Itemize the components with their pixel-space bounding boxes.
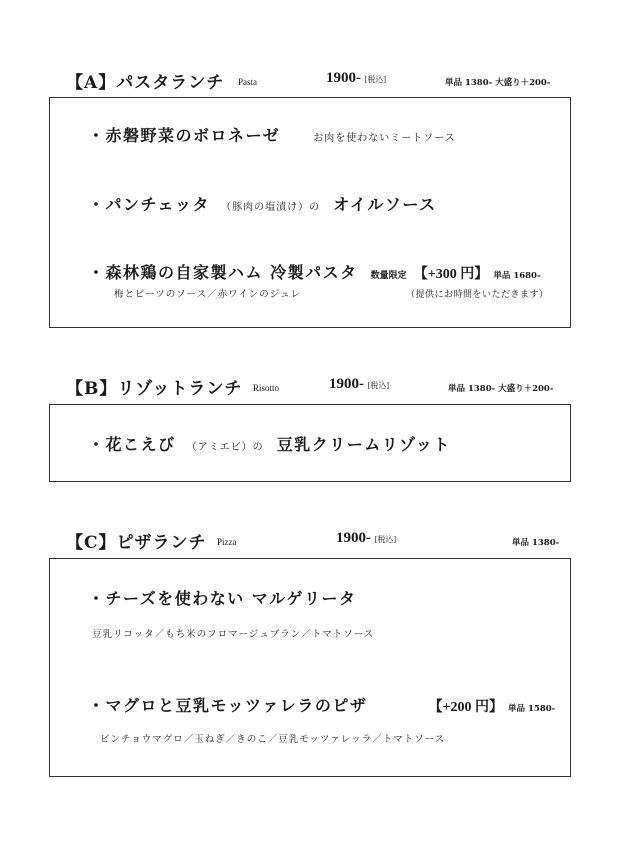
section-b-tax: [税込] [367, 381, 390, 390]
menu-item-surcharge: 【+200 円】 [428, 700, 503, 715]
section-c-single: 単品 1380- [512, 538, 560, 548]
menu-item-cold-pasta [88, 260, 541, 283]
menu-item-single: 単品 1680- [493, 271, 541, 281]
section-c-price [336, 530, 396, 547]
section-b-price-value: 1900- [329, 376, 364, 392]
menu-item-paren: （アミエビ）の [186, 442, 264, 453]
menu-item-notice: （提供にお時間をいただきます） [406, 290, 549, 300]
section-a-single: 単品 1380- 大盛り＋200- [445, 78, 551, 88]
menu-item-name: ・チーズを使わない マルゲリータ [88, 589, 357, 608]
section-b-title: 【B】リゾットランチ [66, 379, 243, 399]
menu-item-name: ・マグロと豆乳モッツァレラのピザ [88, 696, 368, 715]
menu-item-name: ・赤磐野菜のボロネーゼ [88, 126, 281, 145]
menu-item-name: ・森林鶏の自家製ハム 冷製パスタ [88, 263, 358, 282]
menu-item-name: ・花こえび [88, 435, 176, 454]
menu-item-name2: オイルソース [333, 195, 437, 214]
section-a-title: 【A】パスタランチ [66, 73, 225, 93]
section-a-price [326, 70, 386, 87]
menu-item-paren: （豚肉の塩漬け）の [221, 202, 321, 213]
menu-item-pancetta [88, 192, 437, 215]
menu-item-bolognese [88, 123, 456, 146]
menu-item-surcharge: 【+300 円】 [413, 267, 489, 282]
menu-item-note: お肉を使わないミートソース [313, 133, 456, 144]
section-a-price-value: 1900- [326, 70, 361, 86]
section-b-en: Risotto [253, 383, 280, 393]
menu-item-single: 単品 1580- [508, 704, 556, 714]
section-c-price-value: 1900- [336, 530, 371, 546]
section-c-tax: [税込] [374, 535, 397, 544]
menu-item-name: ・パンチェッタ [88, 195, 211, 214]
menu-item-risotto [88, 432, 451, 455]
section-c-box [49, 558, 571, 777]
section-a-box [49, 97, 571, 328]
section-b-single: 単品 1380- 大盛り＋200- [448, 384, 554, 394]
section-b-price [329, 376, 389, 393]
menu-item-sub: 豆乳リコッタ／もち米のフロマージュブラン／トマトソース [92, 629, 375, 640]
menu-item-tuna-pizza [88, 693, 555, 716]
section-b-box [49, 404, 571, 482]
menu-item-sub: ビンチョウマグロ／玉ねぎ／きのこ／豆乳モッツァレッラ／トマトソース [100, 734, 446, 745]
menu-item-margherita [88, 586, 356, 609]
section-c-title: 【C】ピザランチ [66, 533, 207, 553]
section-c-en: Pizza [217, 537, 237, 547]
section-a-tax: [税込] [364, 75, 387, 84]
limited-badge: 数量限定 [370, 271, 407, 281]
menu-item-sub: 梅とビーツのソース／赤ワインのジュレ [114, 289, 302, 300]
menu-item-name2: 豆乳クリームリゾット [276, 435, 451, 454]
section-a-en: Pasta [238, 77, 257, 87]
